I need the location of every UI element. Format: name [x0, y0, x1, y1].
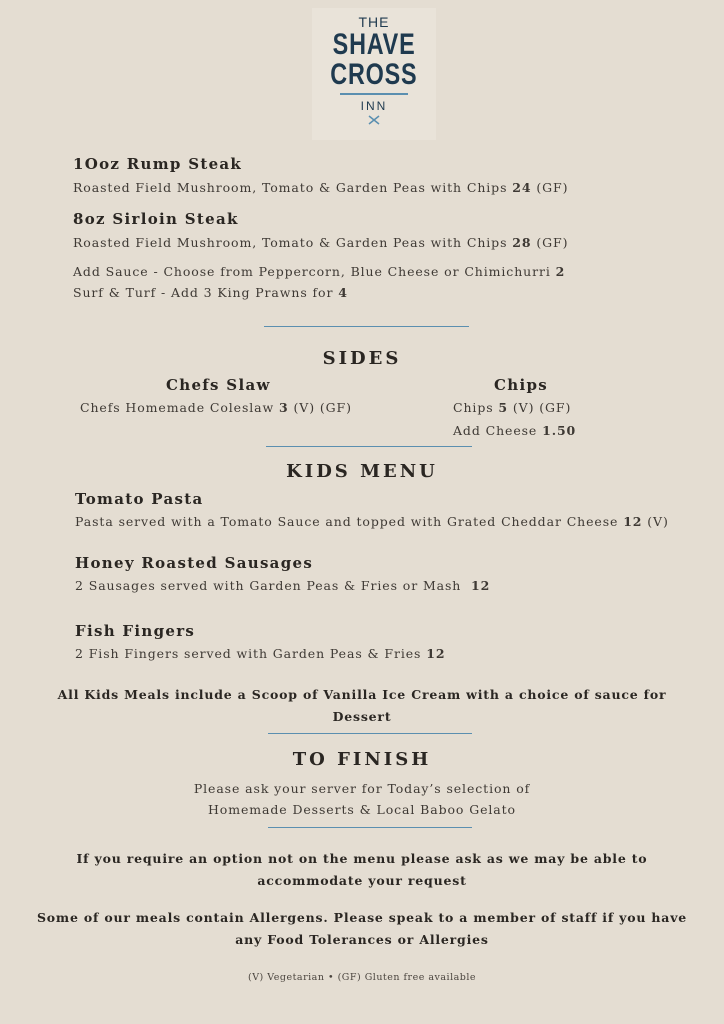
steak-title: 1Ooz Rump Steak — [73, 155, 243, 173]
kids-item-desc: Pasta served with a Tomato Sauce and topped with Grated Cheddar Cheese 12 (V) — [75, 514, 669, 529]
steak-title: 8oz Sirloin Steak — [73, 210, 239, 228]
price: 12 — [471, 578, 491, 593]
price: 1.50 — [542, 423, 577, 438]
kids-item-desc: 2 Sausages served with Garden Peas & Fries or Mash 12 — [75, 578, 491, 593]
price: 2 — [555, 264, 566, 279]
side-title: Chefs Slaw — [166, 376, 271, 394]
kids-dessert-note: All Kids Meals include a Scoop of Vanilla Ice Cream with a choice of sauce for Dessert — [57, 687, 667, 724]
price: 24 — [512, 180, 532, 195]
section-divider — [268, 733, 472, 734]
sides-heading: SIDES — [322, 348, 402, 369]
side-title: Chips — [494, 376, 548, 394]
steak-desc: Roasted Field Mushroom, Tomato & Garden Peas with Chips 24 (GF) — [73, 180, 569, 195]
price: 12 — [623, 514, 643, 529]
addon-surf-turf: Surf & Turf - Add 3 King Prawns for 4 — [73, 285, 348, 300]
crossed-razors-icon — [367, 115, 381, 125]
section-divider — [266, 446, 472, 447]
finish-desc: Please ask your server for Today’s selection of Homemade Desserts & Local Baboo Gelato — [193, 781, 531, 817]
kids-item-title: Honey Roasted Sausages — [75, 554, 314, 572]
section-divider — [264, 326, 469, 327]
allergen-note: Some of our meals contain Allergens. Please speak to a member of staff if you have any Food Tolerances or Allergies — [36, 910, 688, 947]
price: 4 — [338, 285, 348, 300]
kids-item-title: Fish Fingers — [75, 622, 196, 640]
logo-cross: CROSS — [330, 58, 418, 91]
kids-item-title: Tomato Pasta — [75, 490, 204, 508]
price: 5 — [498, 400, 509, 415]
side-desc: Chefs Homemade Coleslaw 3 (V) (GF) — [80, 400, 352, 415]
option-note: If you require an option not on the menu please ask as we may be able to accommodate your request — [76, 851, 648, 888]
steak-desc: Roasted Field Mushroom, Tomato & Garden Peas with Chips 28 (GF) — [73, 235, 569, 250]
kids-item-desc: 2 Fish Fingers served with Garden Peas & Fries 12 — [75, 646, 446, 661]
section-divider — [268, 827, 472, 828]
side-extra: Add Cheese 1.50 — [453, 423, 577, 438]
finish-heading: TO FINISH — [292, 749, 432, 770]
logo-the: THE — [358, 14, 390, 30]
price: 28 — [512, 235, 532, 250]
price: 3 — [279, 400, 289, 415]
kids-heading: KIDS MENU — [286, 461, 438, 482]
logo-rule — [340, 93, 408, 95]
logo-inn: INN — [360, 99, 388, 113]
inn-logo — [312, 8, 436, 140]
addon-sauce: Add Sauce - Choose from Peppercorn, Blue Cheese or Chimichurri 2 — [73, 264, 566, 279]
side-desc: Chips 5 (V) (GF) — [453, 400, 572, 415]
dietary-legend: (V) Vegetarian • (GF) Gluten free available — [247, 972, 477, 983]
logo-shave: SHAVE — [332, 28, 416, 61]
price: 12 — [426, 646, 446, 661]
